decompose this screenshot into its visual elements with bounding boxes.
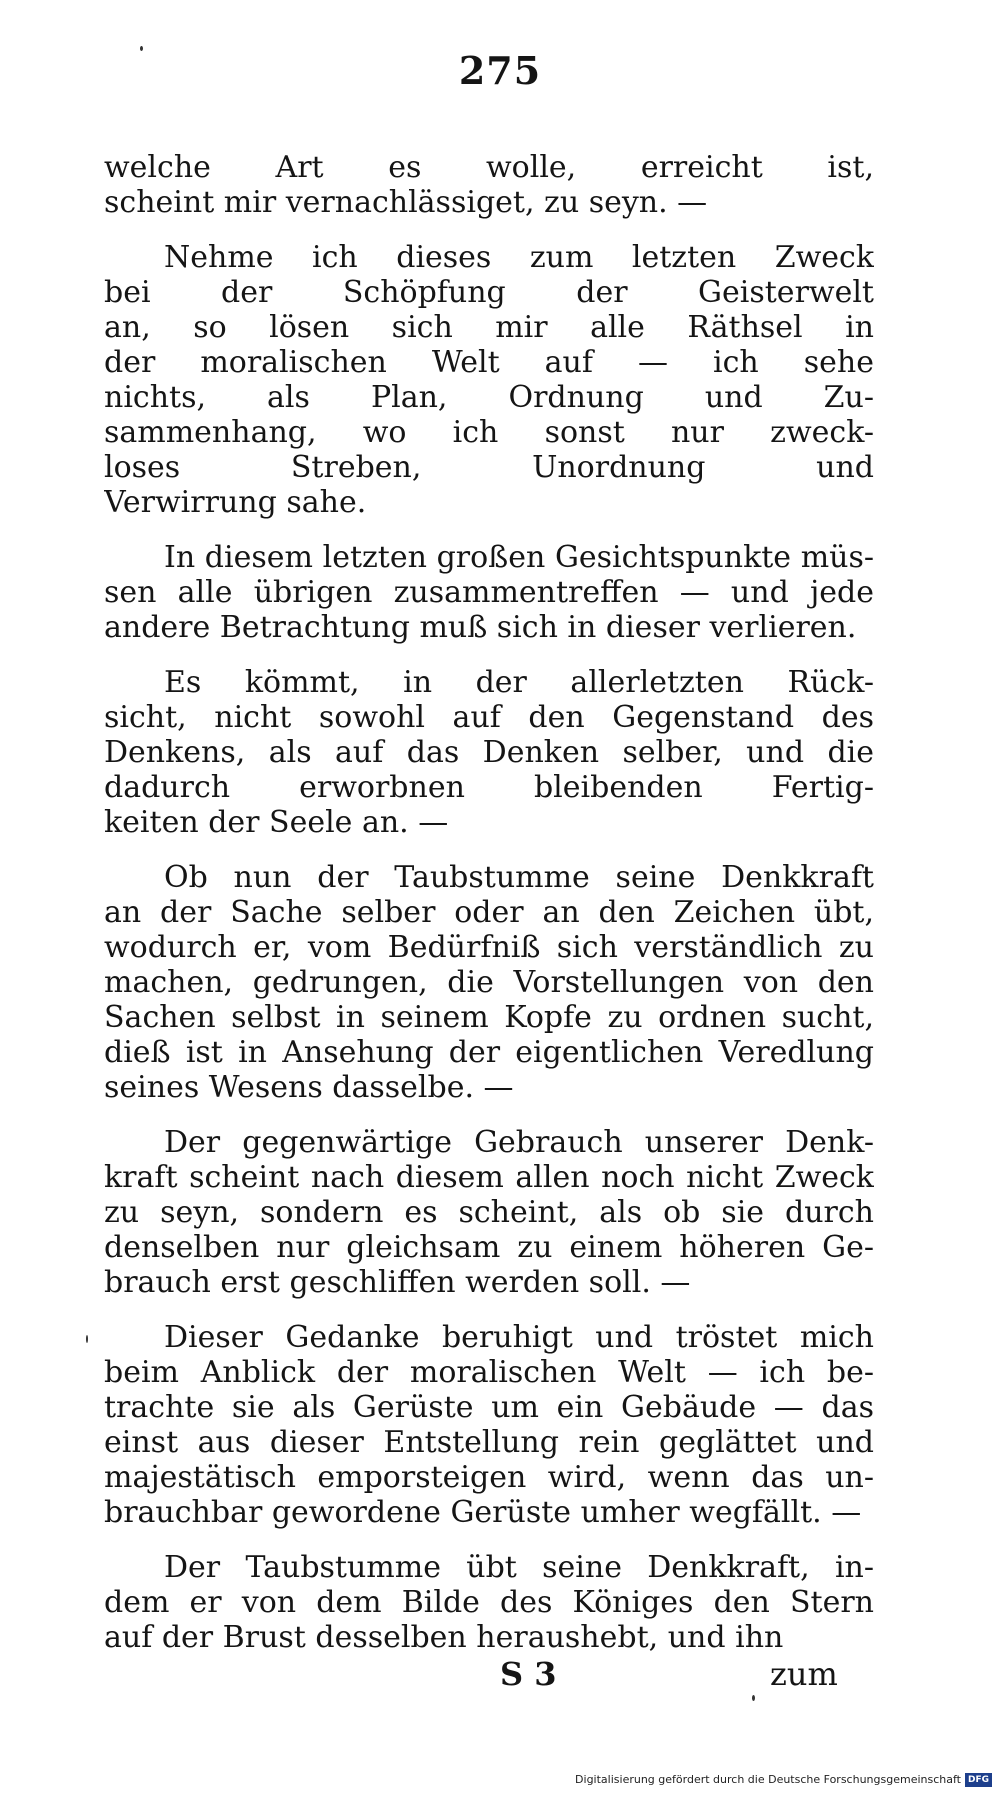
text-line: Dieser Gedanke beruhigt und tröstet mich [164, 1320, 874, 1355]
text-line: scheint mir vernachlässiget, zu seyn. — [104, 185, 708, 220]
paragraph [104, 1125, 874, 1300]
text-line: denselben nur gleichsam zu einem höheren Ge- [104, 1230, 874, 1265]
text-line: In diesem letzten großen Gesichtspunkte müs- [164, 540, 874, 575]
text-line: Ob nun der Taubstumme seine Denkkraft [164, 860, 874, 895]
text-line: Es kömmt, in der allerletzten Rück- [164, 665, 874, 700]
dfg-logo-icon: DFG [965, 1773, 992, 1787]
paragraph [104, 540, 874, 645]
page-number: 275 [458, 48, 542, 93]
text-line: kraft scheint nach diesem allen noch nicht Zweck [104, 1160, 874, 1195]
catchword: zum [770, 1655, 838, 1693]
text-line: an der Sache selber oder an den Zeichen übt, [104, 895, 874, 930]
text-line: wodurch er, vom Bedürfniß sich verständlich zu [104, 930, 874, 965]
text-line: bei der Schöpfung der Geisterwelt [104, 275, 874, 310]
text-line: Sachen selbst in seinem Kopfe zu ordnen sucht, [104, 1000, 874, 1035]
paragraph [104, 665, 874, 840]
scan-speck [140, 46, 143, 51]
paragraph [104, 240, 874, 520]
text-line: dadurch erworbnen bleibenden Fertig- [104, 770, 874, 805]
paragraph [104, 1550, 874, 1655]
text-line: sammenhang, wo ich sonst nur zweck- [104, 415, 874, 450]
text-line: beim Anblick der moralischen Welt — ich be- [104, 1355, 874, 1390]
text-line: sen alle übrigen zusammentreffen — und jede [104, 575, 874, 610]
text-line: dieß ist in Ansehung der eigentlichen Veredlung [104, 1035, 874, 1070]
text-line: auf der Brust desselben heraushebt, und ihn [104, 1620, 784, 1655]
text-line: majestätisch emporsteigen wird, wenn das un- [104, 1460, 874, 1495]
paragraph [104, 1320, 874, 1530]
text-line: an, so lösen sich mir alle Räthsel in [104, 310, 874, 345]
text-line: seines Wesens dasselbe. — [104, 1070, 514, 1105]
text-line: andere Betrachtung muß sich in dieser verlieren. [104, 610, 857, 645]
text-line: einst aus dieser Entstellung rein geglättet und [104, 1425, 874, 1460]
text-line: brauch erst geschliffen werden soll. — [104, 1265, 691, 1300]
paragraph [104, 150, 874, 220]
text-line: Der Taubstumme übt seine Denkkraft, in- [164, 1550, 874, 1585]
scan-speck [86, 1335, 88, 1343]
text-line: loses Streben, Unordnung und [104, 450, 874, 485]
text-line: machen, gedrungen, die Vorstellungen von den [104, 965, 874, 1000]
text-line: trachte sie als Gerüste um ein Gebäude — das [104, 1390, 874, 1425]
signature-mark: S 3 [500, 1655, 557, 1693]
text-line: sicht, nicht sowohl auf den Gegenstand des [104, 700, 874, 735]
text-line: zu seyn, sondern es scheint, als ob sie durch [104, 1195, 874, 1230]
text-line: Nehme ich dieses zum letzten Zweck [164, 240, 874, 275]
text-line: nichts, als Plan, Ordnung und Zu- [104, 380, 874, 415]
text-line: brauchbar gewordene Gerüste umher wegfällt. — [104, 1495, 862, 1530]
text-line: Verwirrung sahe. [104, 485, 367, 520]
text-line: Denkens, als auf das Denken selber, und die [104, 735, 874, 770]
scan-speck [752, 1695, 755, 1701]
paragraph [104, 860, 874, 1105]
text-line: welche Art es wolle, erreicht ist, [104, 150, 874, 185]
text-line: der moralischen Welt auf — ich sehe [104, 345, 874, 380]
body-text [104, 150, 874, 1675]
text-line: keiten der Seele an. — [104, 805, 449, 840]
text-line: dem er von dem Bilde des Königes den Stern [104, 1585, 874, 1620]
credit-text: Digitalisierung gefördert durch die Deutsche Forschungsgemeinschaft [575, 1773, 961, 1786]
text-line: Der gegenwärtige Gebrauch unserer Denk- [164, 1125, 874, 1160]
digitization-credit [575, 1770, 992, 1790]
